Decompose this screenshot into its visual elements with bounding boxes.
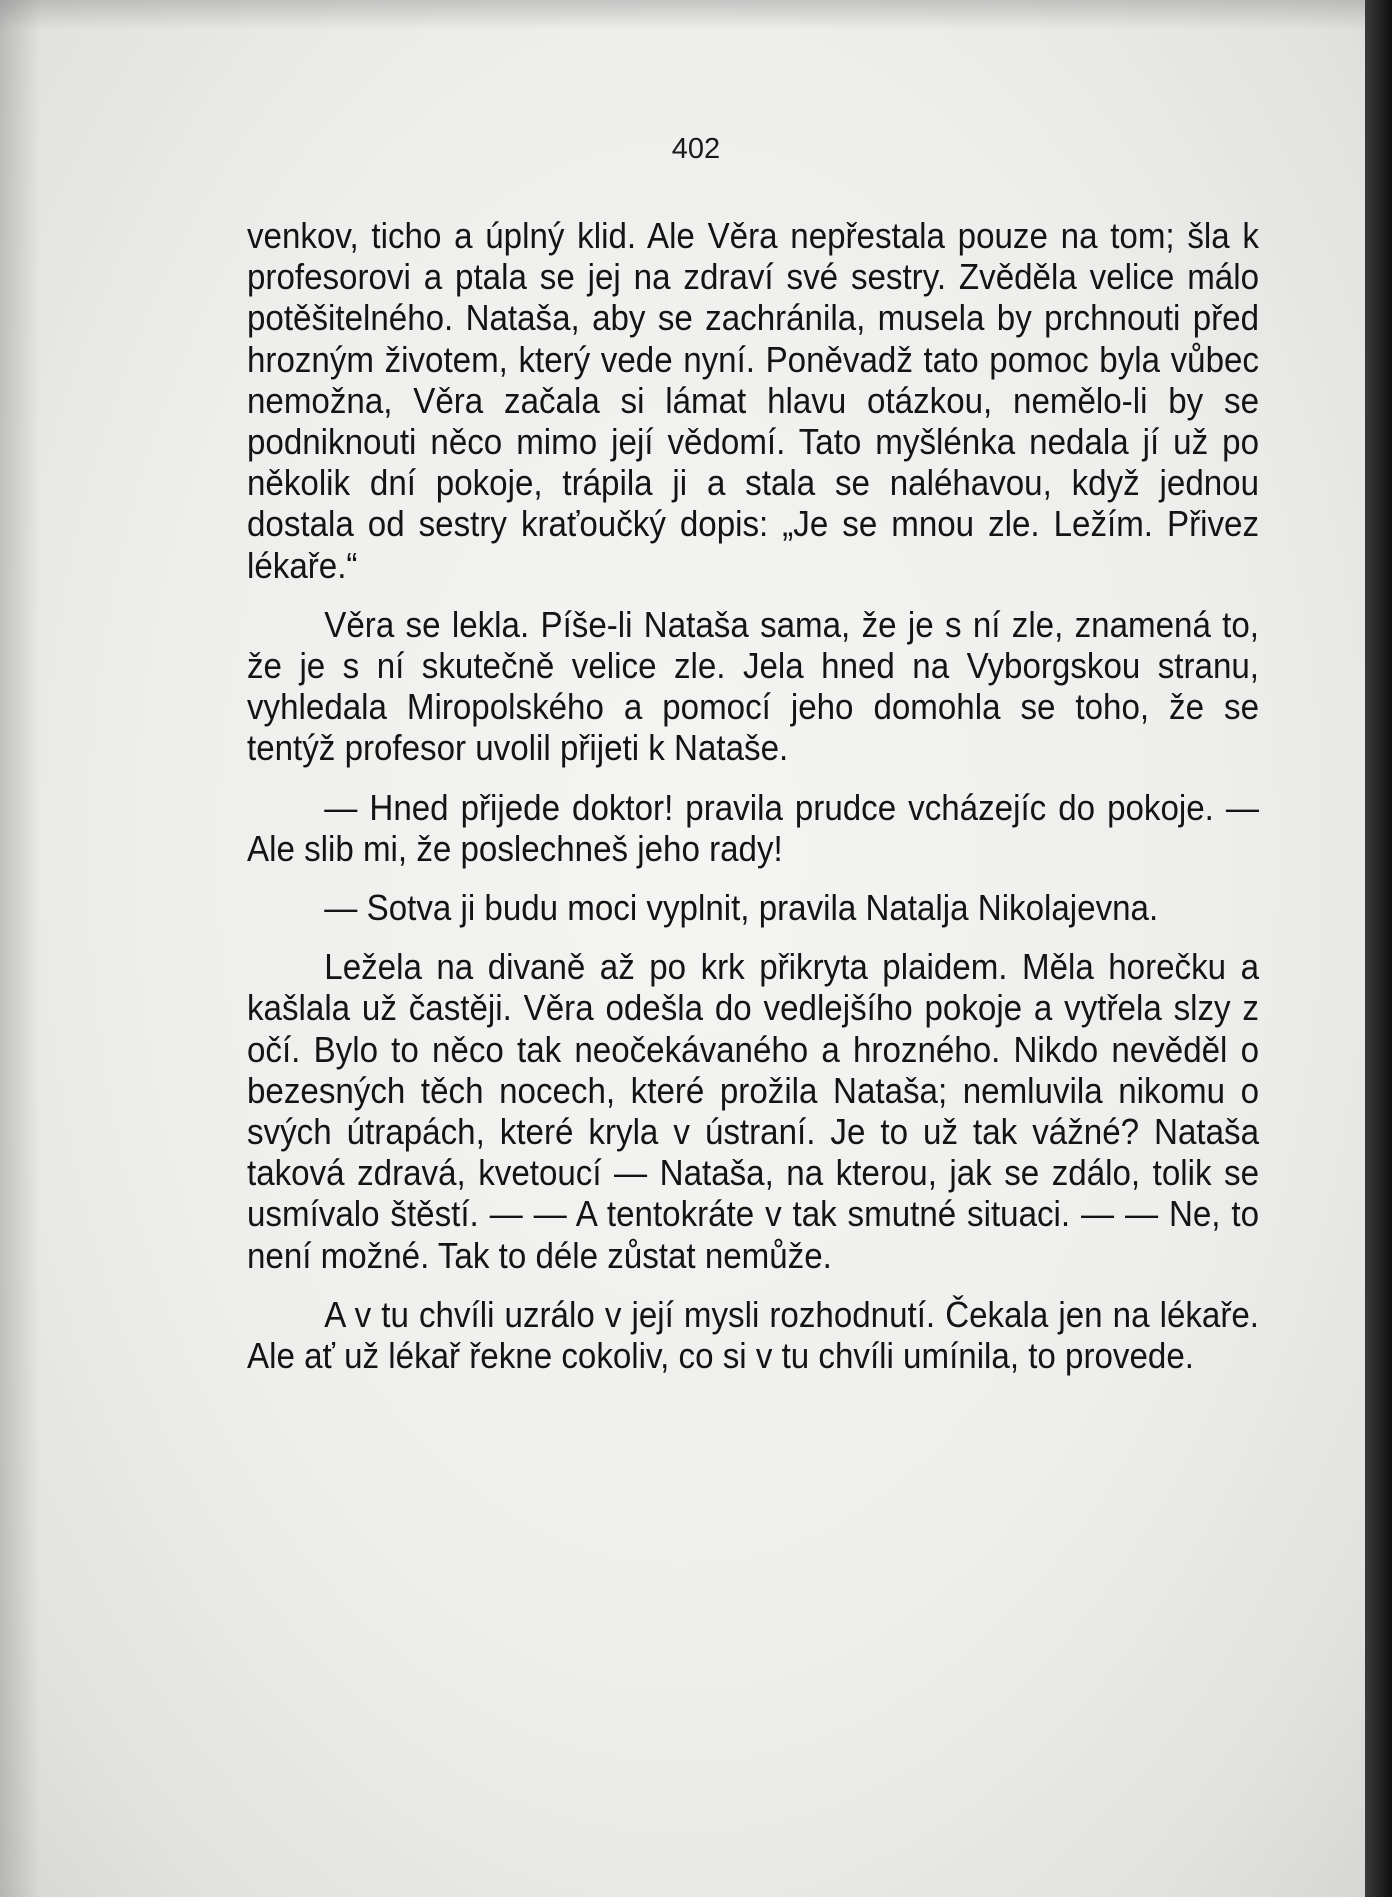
- paragraph-6: A v tu chvíli uzrálo v její mysli rozhodnutí. Čekala jen na lékaře. Ale ať už lékař řekne cokoliv, co si v tu chvíli umínila, to provede.: [247, 1293, 1259, 1377]
- body-text: [247, 215, 1259, 1376]
- paragraph-4: — Sotva ji budu moci vyplnit, pravila Natalja Nikolajevna.: [324, 887, 1159, 929]
- page-number: 402: [671, 133, 721, 165]
- page-top-shadow: [0, 0, 1365, 30]
- page-left-shadow: [0, 0, 40, 1897]
- paragraph-5: Ležela na divaně až po krk přikryta plaidem. Měla horečku a kašlala už častěji. Věra odešla do vedlejšího pokoje a vytřela slzy z očí. Bylo to něco tak neočekávaného a hrozného. Nikdo nevěděl o bezesných těch nocech, které prožila Nataša; nemluvila nikomu o svých útrapách, které kryla v ústraní. Je to už tak vážné? Nataša taková zdravá, kvetoucí — Nataša, na kterou, jak se zdálo, tolik se usmívalo štěstí. — — A tentokráte v tak smutné situaci. — — Ne, to není možné. Tak to déle zůstat nemůže.: [247, 946, 1259, 1276]
- page-right-border: [1365, 0, 1392, 1897]
- paragraph-1: venkov, ticho a úplný klid. Ale Věra nepřestala pouze na tom; šla k profesorovi a ptala se jej na zdraví své sestry. Zvěděla velice málo potěšitelného. Nataša, aby se zachránila, musela by prchnouti před hrozným životem, který vede nyní. Poněvadž tato pomoc byla vůbec nemožna, Věra začala si lámat hlavu otázkou, nemělo-li by se podniknouti něco mimo její vědomí. Tato myšlénka nedala jí už po několik dní pokoje, trápila ji a stala se naléhavou, když jednou dostala od sestry kraťoučký dopis: „Je se mnou zle. Ležím. Přivez lékaře.“: [247, 215, 1259, 586]
- paragraph-3: — Hned přijede doktor! pravila prudce vcházejíc do pokoje. — Ale slib mi, že poslechneš jeho rady!: [247, 786, 1259, 869]
- paragraph-2: Věra se lekla. Píše-li Nataša sama, že je s ní zle, znamená to, že je s ní skutečně velice zle. Jela hned na Vyborgskou stranu, vyhledala Miropolského a pomocí jeho domohla se toho, že se tentýž profesor uvolil přijeti k Nataše.: [247, 603, 1259, 769]
